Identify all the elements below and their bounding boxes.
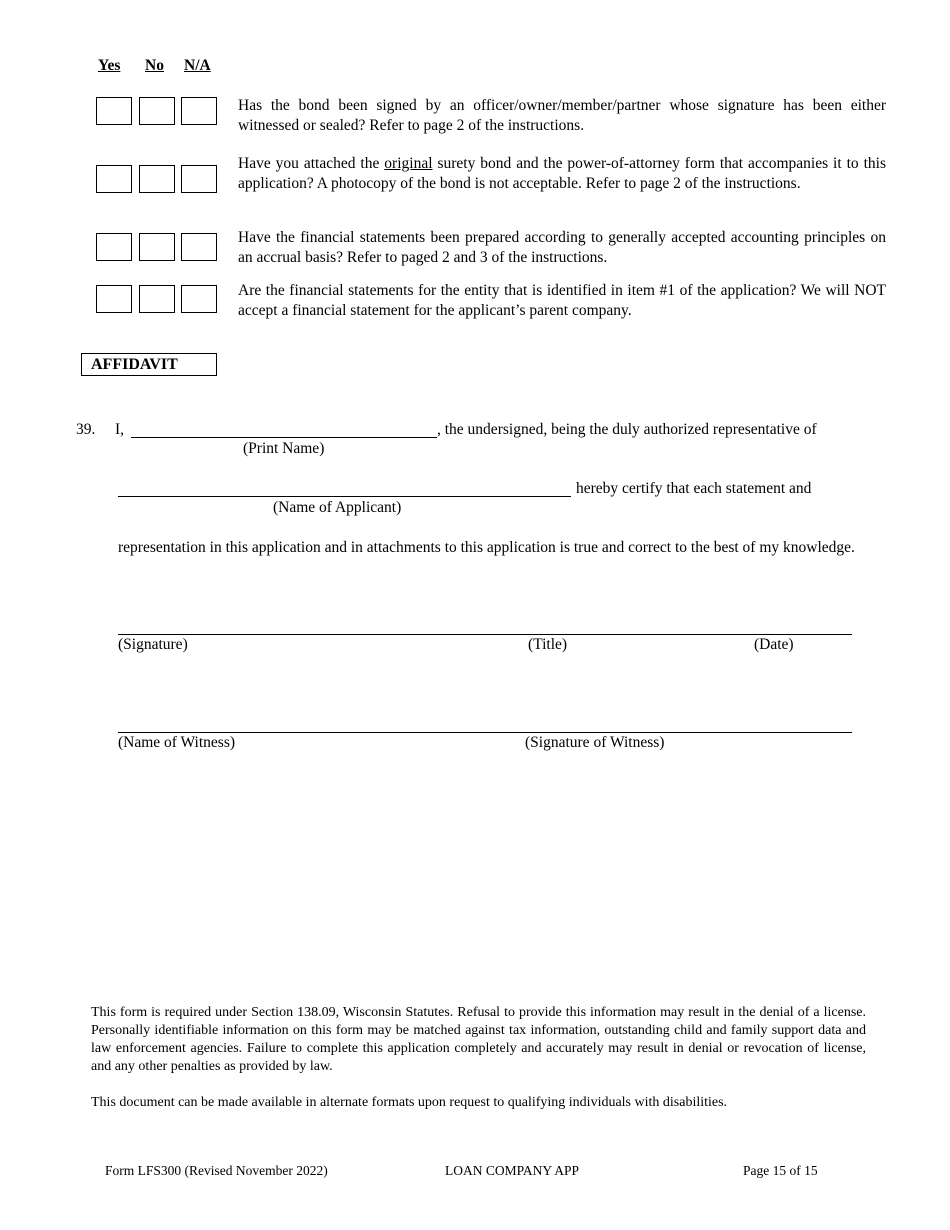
statute-notice: This form is required under Section 138.09, Wisconsin Statutes. Refusal to provide this information may result in the denial of a license. Personally identifiable information on this form may be matched against tax information, outstanding child and family support data and law enforcement agencies. Failure to complete this application completely and accurately may result in denial or revocation of license, and any other penalties as provided by law. xyxy=(91,1005,866,1074)
q4-yes-checkbox[interactable] xyxy=(96,285,132,313)
i-label: I, xyxy=(115,421,125,438)
alternate-format-notice: This document can be made available in alternate formats upon request to qualifying individuals with disabilities. xyxy=(91,1095,728,1110)
item-number: 39. xyxy=(76,421,96,438)
applicant-name-line[interactable] xyxy=(118,496,571,497)
q1-yes-checkbox[interactable] xyxy=(96,97,132,125)
q2-na-checkbox[interactable] xyxy=(181,165,217,193)
q3-no-checkbox[interactable] xyxy=(139,233,175,261)
certify-text: hereby certify that each statement and xyxy=(576,480,812,497)
header-no: No xyxy=(145,57,164,74)
affidavit-heading: AFFIDAVIT xyxy=(81,353,217,376)
print-name-label: (Print Name) xyxy=(243,440,325,457)
q2-no-checkbox[interactable] xyxy=(139,165,175,193)
header-yes: Yes xyxy=(98,57,121,74)
print-name-line[interactable] xyxy=(131,437,437,438)
question-1-text: Has the bond been signed by an officer/owner/member/partner whose signature has been either witnessed or sealed? Refer to page 2 of the instructions. xyxy=(238,97,886,134)
q3-na-checkbox[interactable] xyxy=(181,233,217,261)
q4-no-checkbox[interactable] xyxy=(139,285,175,313)
representation-text: representation in this application and in attachments to this application is true and correct to the best of my knowledge. xyxy=(118,539,855,556)
signature-label: (Signature) xyxy=(118,636,188,653)
q2-yes-checkbox[interactable] xyxy=(96,165,132,193)
q1-no-checkbox[interactable] xyxy=(139,97,175,125)
q1-na-checkbox[interactable] xyxy=(181,97,217,125)
header-na: N/A xyxy=(184,57,211,74)
witness-line[interactable] xyxy=(118,732,852,733)
footer-page-number: Page 15 of 15 xyxy=(743,1163,818,1178)
date-label: (Date) xyxy=(754,636,794,653)
witness-name-label: (Name of Witness) xyxy=(118,734,236,751)
title-label: (Title) xyxy=(528,636,568,653)
question-2-text: Have you attached the original surety bond and the power-of-attorney form that accompanies it to this application? A photocopy of the bond is not acceptable. Refer to page 2 of the instructions. xyxy=(238,155,886,192)
q3-yes-checkbox[interactable] xyxy=(96,233,132,261)
question-3-text: Have the financial statements been prepared according to generally accepted accounting principles on an accrual basis? Refer to paged 2 and 3 of the instructions. xyxy=(238,229,886,266)
question-4-text: Are the financial statements for the entity that is identified in item #1 of the application? We will NOT accept a financial statement for the applicant’s parent company. xyxy=(238,282,886,319)
original-emphasis: original xyxy=(384,155,433,172)
q4-na-checkbox[interactable] xyxy=(181,285,217,313)
footer-form-id: Form LFS300 (Revised November 2022) xyxy=(105,1163,328,1178)
signature-line[interactable] xyxy=(118,634,852,635)
applicant-label: (Name of Applicant) xyxy=(273,499,402,516)
footer-center: LOAN COMPANY APP xyxy=(445,1163,580,1178)
representative-text: , the undersigned, being the duly authorized representative of xyxy=(437,421,817,438)
witness-signature-label: (Signature of Witness) xyxy=(525,734,665,751)
